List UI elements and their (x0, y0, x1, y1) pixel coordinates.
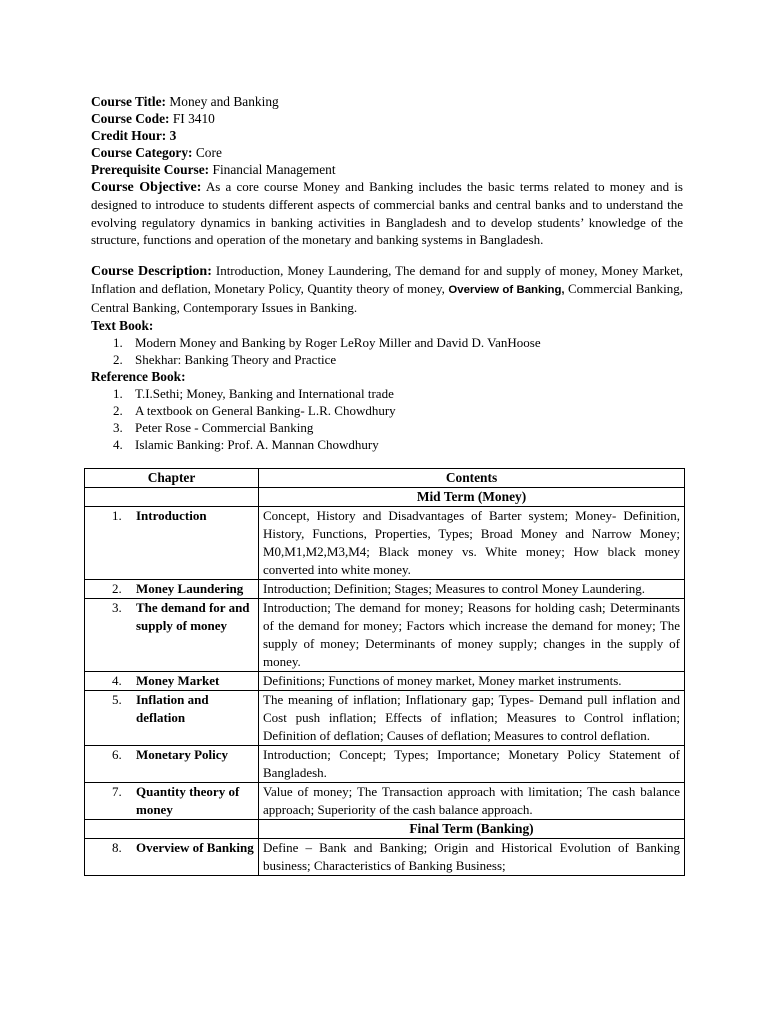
course-code-value: FI 3410 (172, 111, 215, 126)
list-item-text: T.I.Sethi; Money, Banking and International trade (135, 385, 394, 401)
chapter-cell (85, 783, 259, 820)
table-row (85, 507, 685, 580)
chapter-name: Quantity theory of money (136, 784, 240, 817)
list-item (91, 419, 683, 436)
chapter-number: 5. (112, 692, 122, 707)
chapter-column-header: Chapter (85, 469, 259, 488)
list-item-number: 4. (113, 436, 123, 452)
list-item-text: Modern Money and Banking by Roger LeRoy Miller and David D. VanHoose (135, 334, 541, 350)
chapter-name-wrap (85, 672, 258, 690)
course-category-label: Course Category: (91, 145, 193, 160)
list-item (91, 351, 683, 368)
chapter-number: 8. (112, 840, 122, 855)
list-item (91, 436, 683, 453)
final-term-heading: Final Term (Banking) (259, 820, 685, 839)
list-item-text: Shekhar: Banking Theory and Practice (135, 351, 337, 367)
list-item-number: 1. (113, 385, 123, 401)
table-row (85, 691, 685, 746)
text-book-list (91, 334, 683, 368)
chapter-cell (85, 580, 259, 599)
chapter-number: 6. (112, 747, 122, 762)
chapter-name-wrap (85, 507, 258, 525)
chapter-name: Money Laundering (136, 581, 244, 596)
chapter-name: Inflation and deflation (136, 692, 209, 725)
list-item-number: 1. (113, 334, 123, 350)
chapter-name-wrap (85, 580, 258, 598)
reference-book-heading: Reference Book: (91, 368, 186, 384)
chapter-number: 2. (112, 581, 122, 596)
chapter-name: Monetary Policy (136, 747, 229, 762)
course-title-label: Course Title: (91, 94, 167, 109)
chapter-contents: Introduction; Concept; Types; Importance; Monetary Policy Statement of Bangladesh. (259, 746, 685, 783)
chapter-number: 4. (112, 673, 122, 688)
table-row (85, 746, 685, 783)
contents-column-header: Contents (259, 469, 685, 488)
table-row (85, 839, 685, 876)
course-category-line (91, 144, 683, 161)
chapter-name: Money Market (136, 673, 220, 688)
course-category-value: Core (195, 145, 222, 160)
list-item (91, 334, 683, 351)
course-objective-text: As a core course Money and Banking includes the basic terms related to money and is designed to introduce to students different aspects of commercial banks and central banks and to understand the evolving regulatory dynamics in banking activities in Bangladesh and to develop students’ knowledge of the structure, functions and operation of the monetary and banking systems in Bangladesh. (91, 179, 683, 248)
credit-hour: Credit Hour: 3 (91, 128, 177, 143)
table-row (85, 783, 685, 820)
list-item (91, 402, 683, 419)
chapter-contents: Concept, History and Disadvantages of Barter system; Money- Definition, History, Functions, Properties, Types; Broad Money and Narrow Money; M0,M1,M2,M3,M4; Black money vs. White money; How black money converted into white money. (259, 507, 685, 580)
table-row (85, 672, 685, 691)
chapter-cell (85, 599, 259, 672)
chapter-cell (85, 691, 259, 746)
course-document (91, 93, 683, 453)
list-item-text: A textbook on General Banking- L.R. Chowdhury (135, 402, 396, 418)
course-description-text-a: Introduction, Money Laundering, The demand for and supply of money, Money Market, Inflation and deflation, Monetary Policy, Quantity theory of money, (91, 262, 684, 297)
chapter-contents: Define – Bank and Banking; Origin and Historical Evolution of Banking business; Characteristics of Banking Business; (259, 839, 685, 876)
course-code-line (91, 110, 683, 127)
course-objective (91, 178, 683, 249)
chapter-contents: Value of money; The Transaction approach with limitation; The cash balance approach; Superiority of the cash balance approach. (259, 783, 685, 820)
course-title-value: Money and Banking (169, 94, 279, 109)
chapter-cell (85, 507, 259, 580)
text-book-heading: Text Book: (91, 317, 154, 333)
chapter-name-wrap (85, 746, 258, 764)
reference-book-list (91, 385, 683, 453)
chapter-name-wrap (85, 691, 258, 727)
list-item-text: Peter Rose - Commercial Banking (135, 419, 314, 435)
chapter-contents: Introduction; The demand for money; Reasons for holding cash; Determinants of the demand for money; Factors which increase the demand for money; The supply of money; Determinants of money supply; changes in the supply of money. (259, 599, 685, 672)
chapter-contents: Definitions; Functions of money market, Money market instruments. (259, 672, 685, 691)
list-item (91, 385, 683, 402)
table-row (85, 599, 685, 672)
chapter-name-wrap (85, 783, 258, 819)
prerequisite-value: Financial Management (212, 162, 336, 177)
chapter-name: The demand for and supply of money (136, 600, 250, 633)
chapter-name: Overview of Banking (136, 840, 254, 855)
prerequisite-line (91, 161, 683, 178)
final-term-row (85, 820, 685, 839)
chapter-name-wrap (85, 839, 258, 857)
table-row (85, 580, 685, 599)
empty-cell (85, 820, 259, 839)
list-item-number: 2. (113, 402, 123, 418)
prerequisite-label: Prerequisite Course: (91, 162, 210, 177)
chapter-contents: The meaning of inflation; Inflationary gap; Types- Demand pull inflation and Cost push inflation; Effects of inflation; Measures to Control inflation; Definition of deflation; Causes of deflation; Measures to control deflation. (259, 691, 685, 746)
mid-term-heading: Mid Term (Money) (259, 488, 685, 507)
mid-term-row (85, 488, 685, 507)
list-item-number: 3. (113, 419, 123, 435)
course-description-text-b: Overview of Banking, (448, 284, 565, 297)
chapter-cell (85, 746, 259, 783)
course-title-line (91, 93, 683, 110)
syllabus-table (84, 468, 685, 876)
list-item-number: 2. (113, 351, 123, 367)
list-item-text: Islamic Banking: Prof. A. Mannan Chowdhury (135, 436, 379, 452)
course-description-label: Course Description: (91, 263, 212, 279)
chapter-contents: Introduction; Definition; Stages; Measures to control Money Laundering. (259, 580, 685, 599)
chapter-number: 1. (112, 508, 122, 523)
course-description (91, 262, 683, 317)
chapter-cell (85, 839, 259, 876)
chapter-name-wrap (85, 599, 258, 635)
course-description-text-c: Commercial Banking, Central Banking, Contemporary Issues in Banking. (91, 281, 684, 316)
course-code-label: Course Code: (91, 111, 170, 126)
table-header-row (85, 469, 685, 488)
chapter-number: 3. (112, 600, 122, 615)
chapter-cell (85, 672, 259, 691)
chapter-number: 7. (112, 784, 122, 799)
course-objective-label: Course Objective: (91, 180, 202, 195)
chapter-name: Introduction (136, 508, 207, 523)
